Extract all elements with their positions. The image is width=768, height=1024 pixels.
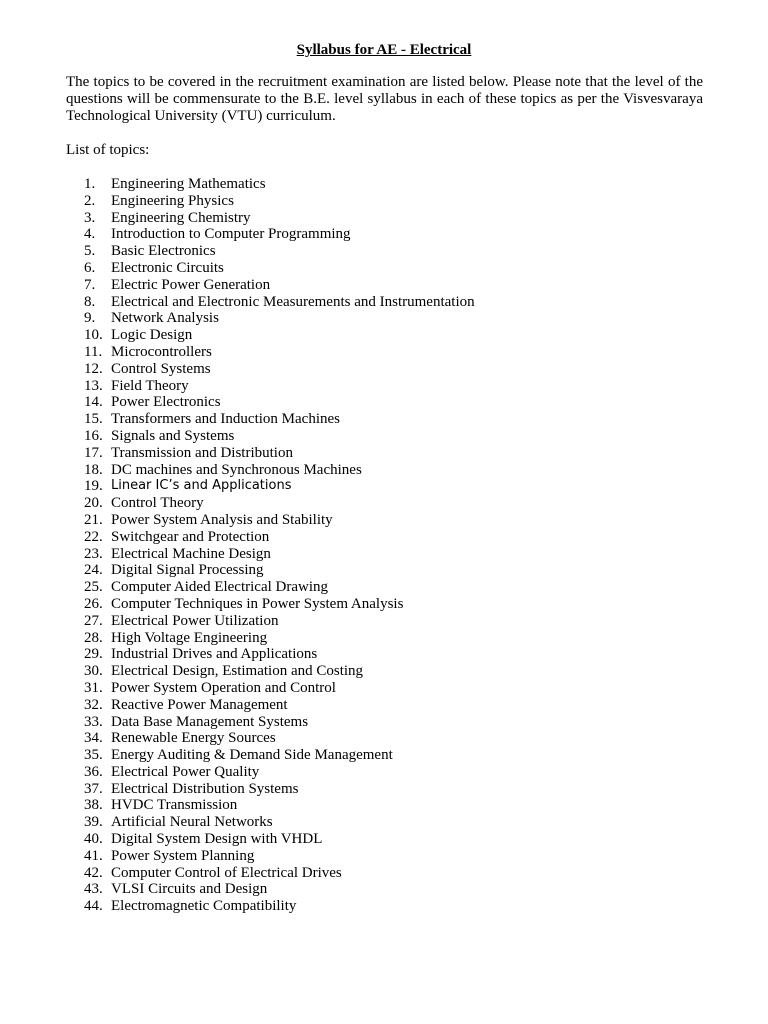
topic-label: Power System Planning [111, 847, 255, 864]
topic-number: 23. [84, 545, 103, 562]
topic-number: 27. [84, 612, 103, 629]
topic-number: 20. [84, 495, 103, 512]
topic-number: 39. [84, 814, 103, 831]
topic-number: 29. [84, 646, 103, 663]
topic-label: Computer Control of Electrical Drives [111, 864, 342, 881]
topic-label: Basic Electronics [111, 243, 216, 260]
topic-label: Engineering Physics [111, 192, 234, 209]
topic-label: Transmission and Distribution [111, 444, 293, 461]
list-item [84, 210, 475, 227]
topic-number: 14. [84, 394, 103, 411]
topic-number: 44. [84, 898, 103, 915]
list-item [84, 881, 475, 898]
topic-label: Electromagnetic Compatibility [111, 898, 297, 915]
topic-number: 15. [84, 411, 103, 428]
list-item [84, 630, 475, 647]
topic-number: 32. [84, 696, 103, 713]
list-item [84, 260, 475, 277]
list-item [84, 646, 475, 663]
topic-number: 8. [84, 293, 96, 310]
topic-label: Linear IC’s and Applications [111, 478, 292, 494]
list-item [84, 764, 475, 781]
list-item [84, 680, 475, 697]
topic-label: Computer Aided Electrical Drawing [111, 579, 329, 596]
list-heading: List of topics: [66, 142, 150, 158]
list-item [84, 865, 475, 882]
topic-number: 9. [84, 310, 96, 327]
list-item [84, 495, 475, 512]
topic-label: Electrical Design, Estimation and Costing [111, 663, 364, 680]
topic-number: 18. [84, 461, 103, 478]
topic-label: High Voltage Engineering [111, 629, 268, 646]
topic-number: 41. [84, 847, 103, 864]
topic-label: Electrical Power Quality [111, 763, 260, 780]
topic-label: Power System Analysis and Stability [111, 511, 333, 528]
topic-label: Engineering Mathematics [111, 176, 266, 192]
topic-number: 30. [84, 663, 103, 680]
topic-number: 10. [84, 327, 103, 344]
list-item [84, 814, 475, 831]
list-item [84, 781, 475, 798]
topic-label: Signals and Systems [111, 427, 235, 444]
topic-label: Industrial Drives and Applications [111, 646, 318, 663]
topic-number: 42. [84, 864, 103, 881]
topic-number: 11. [84, 343, 103, 360]
list-item [84, 428, 475, 445]
list-item [84, 226, 475, 243]
topic-label: Reactive Power Management [111, 696, 288, 713]
topic-number: 38. [84, 797, 103, 814]
topic-label: Electrical Machine Design [111, 545, 271, 562]
topic-number: 37. [84, 780, 103, 797]
topic-label: Field Theory [111, 377, 189, 394]
topic-label: Electronic Circuits [111, 259, 224, 276]
list-item [84, 277, 475, 294]
list-item [84, 613, 475, 630]
list-item [84, 714, 475, 731]
topic-number: 4. [84, 226, 96, 243]
list-item [84, 310, 475, 327]
topic-label: Artificial Neural Networks [111, 814, 273, 831]
topic-number: 35. [84, 747, 103, 764]
topic-number: 3. [84, 209, 96, 226]
topic-number: 17. [84, 444, 103, 461]
list-item [84, 361, 475, 378]
list-item [84, 848, 475, 865]
topic-label: Introduction to Computer Programming [111, 226, 351, 243]
topic-number: 43. [84, 881, 103, 898]
topic-number: 1. [84, 176, 96, 192]
topics-list [84, 176, 475, 915]
topic-label: Computer Techniques in Power System Analysis [111, 595, 404, 612]
topic-number: 12. [84, 360, 103, 377]
topic-number: 25. [84, 579, 103, 596]
topic-label: Network Analysis [111, 310, 219, 327]
topic-number: 34. [84, 730, 103, 747]
topic-number: 7. [84, 276, 96, 293]
topic-number: 33. [84, 713, 103, 730]
list-item [84, 512, 475, 529]
intro-paragraph: The topics to be covered in the recruitment examination are listed below. Please note that the level of the questions will be commensurate to the B.E. level syllabus in each of these topics as per the Visvesvaraya Technological University (VTU) curriculum. [66, 74, 703, 124]
list-item [84, 797, 475, 814]
list-item [84, 411, 475, 428]
topic-label: Switchgear and Protection [111, 528, 270, 545]
topic-label: Control Theory [111, 495, 204, 512]
topic-number: 16. [84, 427, 103, 444]
list-item [84, 243, 475, 260]
topic-number: 13. [84, 377, 103, 394]
topic-number: 40. [84, 831, 103, 848]
list-item [84, 747, 475, 764]
list-item [84, 462, 475, 479]
topic-label: Data Base Management Systems [111, 713, 309, 730]
topic-number: 28. [84, 629, 103, 646]
topic-number: 2. [84, 192, 96, 209]
topic-label: Power Electronics [111, 394, 221, 411]
topic-number: 19. [84, 478, 103, 495]
list-item [84, 176, 475, 193]
topic-label: Power System Operation and Control [111, 679, 336, 696]
topic-label: Digital Signal Processing [111, 562, 264, 579]
list-item [84, 562, 475, 579]
list-item [84, 327, 475, 344]
list-item [84, 478, 475, 495]
topic-label: HVDC Transmission [111, 797, 238, 814]
topic-label: Engineering Chemistry [111, 209, 251, 226]
list-item [84, 898, 475, 915]
list-item [84, 193, 475, 210]
list-item [84, 730, 475, 747]
list-item [84, 831, 475, 848]
topic-label: Control Systems [111, 360, 211, 377]
topic-number: 26. [84, 595, 103, 612]
topic-label: Digital System Design with VHDL [111, 831, 323, 848]
topic-label: VLSI Circuits and Design [111, 881, 268, 898]
list-item [84, 445, 475, 462]
topic-label: Logic Design [111, 327, 193, 344]
topic-number: 6. [84, 259, 96, 276]
topic-number: 36. [84, 763, 103, 780]
document-title: Syllabus for AE - Electrical [296, 42, 472, 58]
topic-number: 31. [84, 679, 103, 696]
list-item [84, 394, 475, 411]
list-item [84, 579, 475, 596]
topic-label: Electric Power Generation [111, 276, 271, 293]
list-item [84, 294, 475, 311]
topic-number: 5. [84, 243, 96, 260]
topic-number: 22. [84, 528, 103, 545]
topic-label: Microcontrollers [111, 343, 212, 360]
list-item [84, 378, 475, 395]
topic-label: Electrical and Electronic Measurements and Instrumentation [111, 293, 475, 310]
list-item [84, 596, 475, 613]
topic-label: DC machines and Synchronous Machines [111, 461, 362, 478]
list-item [84, 663, 475, 680]
topic-label: Electrical Power Utilization [111, 612, 279, 629]
topic-number: 21. [84, 511, 103, 528]
topic-number: 24. [84, 562, 103, 579]
topic-label: Energy Auditing & Demand Side Management [111, 747, 393, 764]
topic-label: Transformers and Induction Machines [111, 411, 340, 428]
topic-label: Electrical Distribution Systems [111, 780, 299, 797]
list-item [84, 546, 475, 563]
list-item [84, 529, 475, 546]
list-item [84, 697, 475, 714]
list-item [84, 344, 475, 361]
topic-label: Renewable Energy Sources [111, 730, 276, 747]
